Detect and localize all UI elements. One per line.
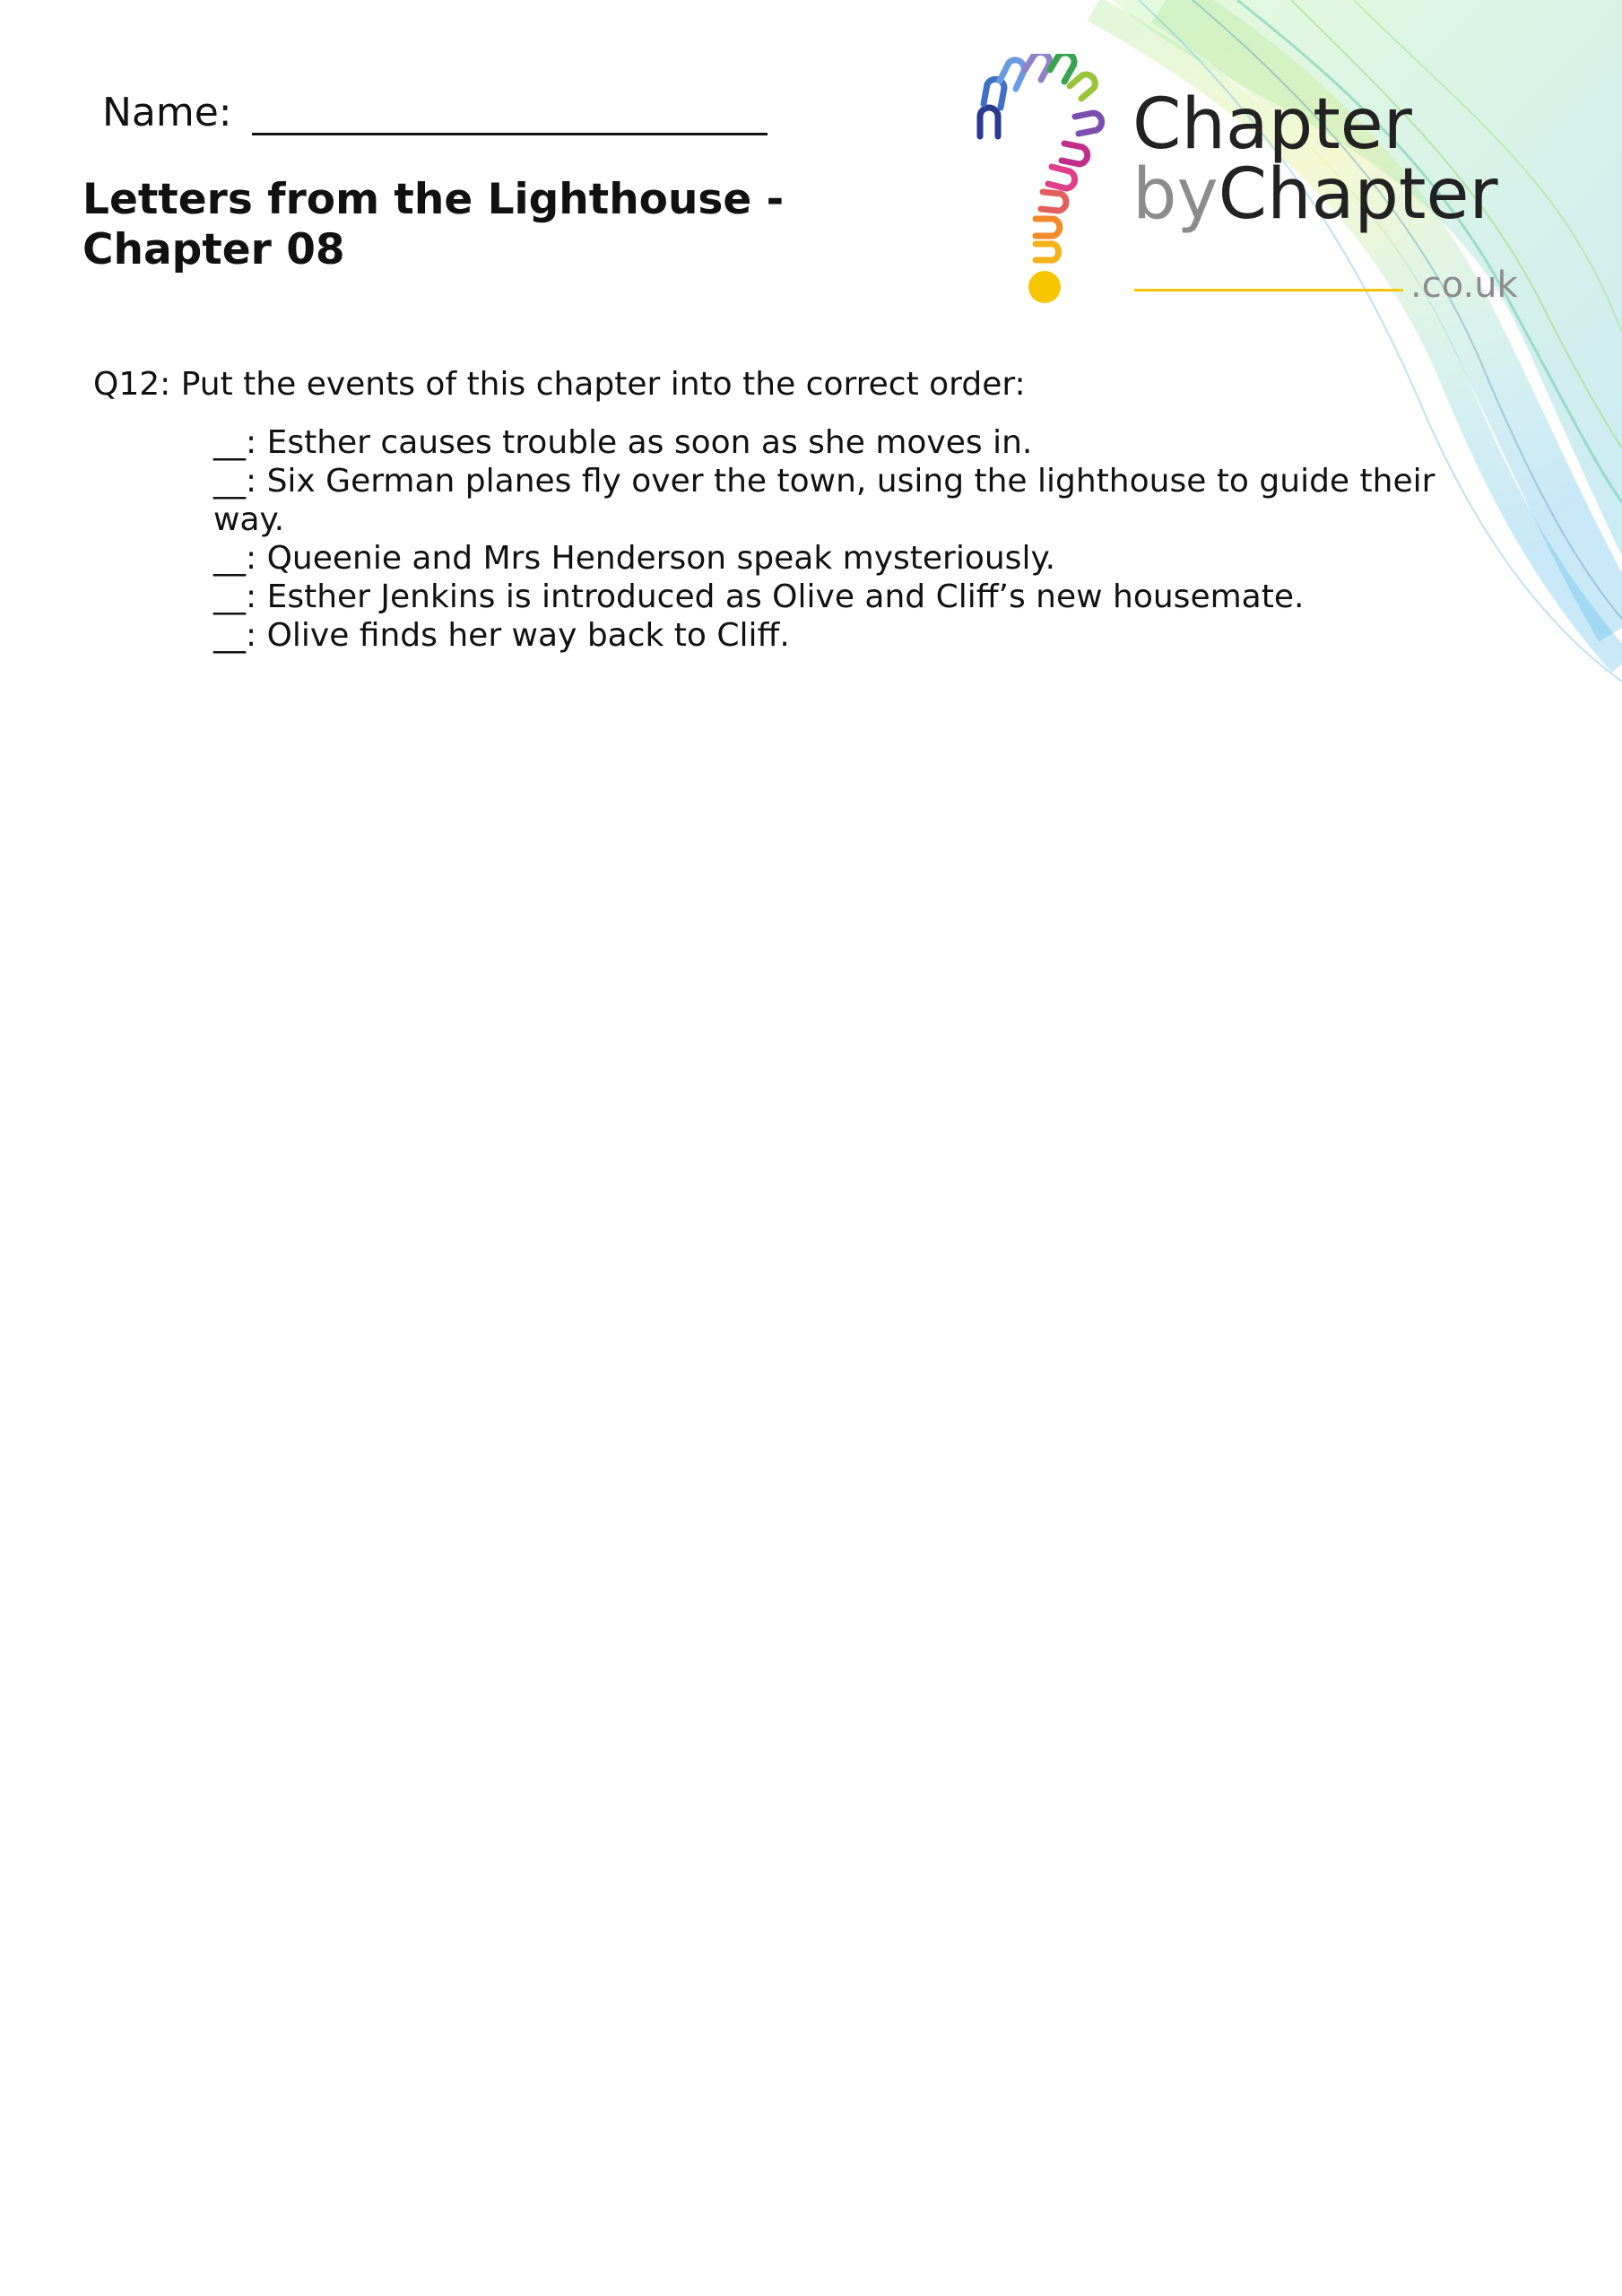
- name-blank-line: [252, 91, 768, 135]
- logo-underline: [1134, 289, 1403, 291]
- logo-text-chapter: Chapter: [1132, 84, 1412, 165]
- question-prompt: Q12: Put the events of this chapter into the correct order:: [93, 366, 1026, 403]
- event-item: __: Esther Jenkins is introduced as Olive and Cliff’s new housemate.: [213, 578, 1305, 615]
- logo-text-domain: .co.uk: [1410, 265, 1518, 306]
- logo-text-chapter-2: Chapter: [1218, 154, 1498, 235]
- event-item: __: Six German planes fly over the town, using the lighthouse to guide their way.: [213, 463, 1436, 538]
- event-item: __: Olive finds her way back to Cliff.: [213, 617, 790, 654]
- worksheet-title: Letters from the Lighthouse - Chapter 08: [82, 175, 785, 274]
- event-list: [213, 423, 1469, 655]
- logo-text-by: by: [1132, 154, 1219, 235]
- name-label: Name:: [102, 90, 232, 135]
- logo-text-by-chapter: [1132, 154, 1498, 235]
- books-question-mark-icon: [964, 54, 1116, 314]
- chapter-by-chapter-logo: [964, 54, 1538, 314]
- event-item: __: Queenie and Mrs Henderson speak mysteriously.: [213, 540, 1056, 577]
- name-row: [102, 90, 768, 135]
- event-item: __: Esther causes trouble as soon as she moves in.: [213, 424, 1033, 461]
